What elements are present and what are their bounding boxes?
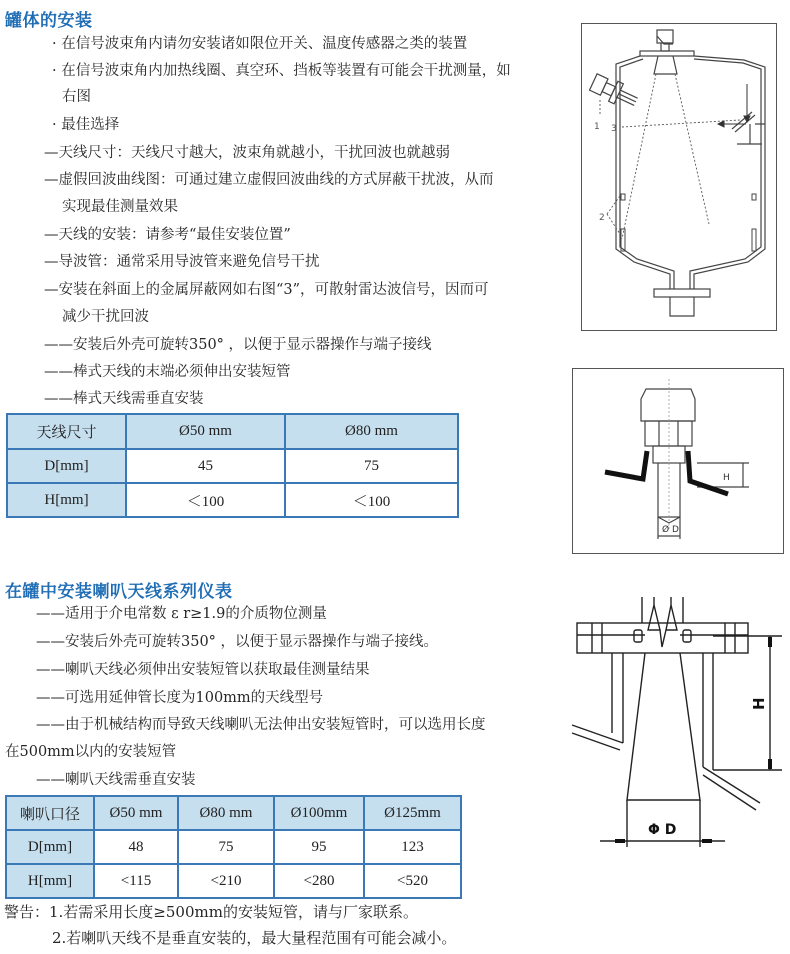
table-row-label: D[mm] <box>6 830 94 864</box>
table-cell: 75 <box>178 830 274 864</box>
table-row <box>6 864 461 898</box>
section-title-horn-antenna: 在罐中安装喇叭天线系列仪表 <box>5 582 233 602</box>
text-line: ——由于机械结构而导致天线喇叭无法伸出安装短管时，可以选用长度 <box>36 717 486 733</box>
text-line: ——喇叭天线需垂直安装 <box>36 772 196 788</box>
tank-label-3: 3 <box>611 124 617 134</box>
text-line: 在500mm以内的安装短管 <box>5 744 177 760</box>
table-row <box>7 483 458 517</box>
table-header-row <box>7 414 458 449</box>
table-header-cell: Ø50 mm <box>94 796 178 830</box>
tank-diagram-illustration <box>582 24 778 332</box>
table-cell: 123 <box>364 830 461 864</box>
text-line: ——安装后外壳可旋转350° ，以便于显示器操作与端子接线 <box>44 337 432 353</box>
text-line: ——棒式天线需垂直安装 <box>44 391 204 407</box>
text-line: 减少干扰回波 <box>62 309 149 325</box>
table-header-row <box>6 796 461 830</box>
text-line: ——喇叭天线必须伸出安装短管以获取最佳测量结果 <box>36 662 370 678</box>
rod-antenna-spec-table <box>6 413 459 518</box>
table-header-cell: Ø100mm <box>274 796 364 830</box>
text-line: —虚假回波曲线图：可通过建立虚假回波曲线的方式屏蔽干扰波，从而 <box>44 172 494 188</box>
text-line: 实现最佳测量效果 <box>62 199 178 215</box>
text-line: ——棒式天线的末端必须伸出安装短管 <box>44 364 291 380</box>
text-line: —天线尺寸：天线尺寸越大，波束角就越小，干扰回波也就越弱 <box>44 145 450 161</box>
horn-label-diameter: Φ D <box>648 822 677 838</box>
text-line: ——适用于介电常数 ε r≥1.9的介质物位测量 <box>36 606 327 622</box>
tank-label-2: 2 <box>599 213 605 223</box>
text-line: ——安装后外壳可旋转350° ，以便于显示器操作与端子接线。 <box>36 634 439 650</box>
table-cell: <115 <box>94 864 178 898</box>
table-header-cell: 喇叭口径 <box>6 796 94 830</box>
table-row-label: H[mm] <box>7 483 126 517</box>
text-line: · 在信号波束角内请勿安装诸如限位开关、温度传感器之类的装置 <box>52 36 468 52</box>
text-line: ——可选用延伸管长度为100mm的天线型号 <box>36 690 324 706</box>
table-cell: <210 <box>178 864 274 898</box>
tank-label-1: 1 <box>594 122 600 132</box>
tank-installation-diagram <box>581 23 777 331</box>
table-row <box>7 449 458 483</box>
text-line: —导波管：通常采用导波管来避免信号干扰 <box>44 254 320 270</box>
table-header-cell: Ø125mm <box>364 796 461 830</box>
text-line: 右图 <box>62 89 91 105</box>
section-title-tank-installation: 罐体的安装 <box>5 11 93 31</box>
horn-antenna-illustration <box>570 585 790 855</box>
warning-line-2: 2.若喇叭天线不是垂直安装的，最大量程范围有可能会减小。 <box>52 929 457 947</box>
table-row-label: D[mm] <box>7 449 126 483</box>
table-cell: ＜100 <box>126 483 285 517</box>
table-cell: ＜100 <box>285 483 458 517</box>
table-cell: <280 <box>274 864 364 898</box>
rod-label-diameter: Ø D <box>662 525 679 535</box>
horn-label-h: H <box>750 697 768 710</box>
rod-label-h: H <box>723 473 730 483</box>
rod-antenna-diagram <box>572 368 784 554</box>
table-cell: 48 <box>94 830 178 864</box>
text-line: · 在信号波束角内加热线圈、真空环、挡板等装置有可能会干扰测量，如 <box>52 63 511 79</box>
table-row <box>6 830 461 864</box>
table-row-label: H[mm] <box>6 864 94 898</box>
horn-antenna-spec-table <box>5 795 462 899</box>
rod-antenna-illustration <box>573 369 785 555</box>
warning-line-1: 警告：1.若需采用长度≥500mm的安装短管，请与厂家联系。 <box>4 903 418 921</box>
horn-antenna-diagram <box>570 585 790 855</box>
table-cell: 95 <box>274 830 364 864</box>
table-cell: 45 <box>126 449 285 483</box>
table-cell: <520 <box>364 864 461 898</box>
table-header-cell: 天线尺寸 <box>7 414 126 449</box>
table-header-cell: Ø80 mm <box>285 414 458 449</box>
text-line: · 最佳选择 <box>52 117 120 133</box>
text-line: —天线的安装：请参考“最佳安装位置” <box>44 227 291 243</box>
text-line: —安装在斜面上的金属屏蔽网如右图“3”，可散射雷达波信号，因而可 <box>44 282 489 298</box>
table-header-cell: Ø80 mm <box>178 796 274 830</box>
table-cell: 75 <box>285 449 458 483</box>
table-header-cell: Ø50 mm <box>126 414 285 449</box>
